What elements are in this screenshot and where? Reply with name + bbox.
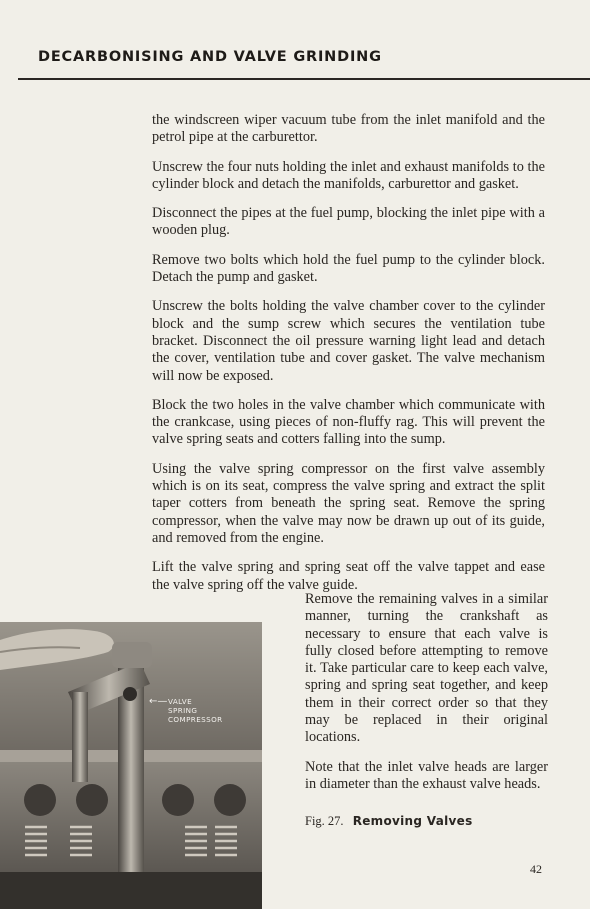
chapter-heading: DECARBONISING AND VALVE GRINDING	[38, 49, 382, 65]
paragraph: Lift the valve spring and spring seat off the valve tappet and ease the valve spring off the valve guide.	[152, 559, 545, 593]
main-text-column	[152, 112, 545, 606]
paragraph: Using the valve spring compressor on the first valve assembly which is on its seat, compress the valve spring and extract the split taper cotters from beneath the spring seat. Remove the spring compressor, when the valve may now be drawn up out of its guide, and removed from the engine.	[152, 460, 545, 546]
callout-line: SPRING	[168, 706, 198, 715]
side-text-column	[305, 591, 548, 805]
photo-callout	[168, 697, 223, 724]
paragraph: Note that the inlet valve heads are larger in diameter than the exhaust valve heads.	[305, 758, 548, 792]
figure-label: Fig. 27.	[305, 814, 344, 828]
paragraph: Disconnect the pipes at the fuel pump, blocking the inlet pipe with a wooden plug.	[152, 205, 545, 239]
figure-caption	[305, 814, 473, 829]
page-number: 42	[530, 862, 542, 876]
paragraph: Block the two holes in the valve chamber which communicate with the crankcase, using pieces of non-fluffy rag. This will prevent the valve spring seats and cotters falling into the sump.	[152, 396, 545, 448]
callout-arrow-icon: ←—	[149, 696, 168, 707]
figure-title: Removing Valves	[352, 814, 473, 828]
heading-rule	[18, 78, 590, 80]
paragraph: Unscrew the bolts holding the valve chamber cover to the cylinder block and the sump screw which secures the ventilation tube bracket. Disconnect the oil pressure warning light lead and detach the cover, ventilation tube and cover gasket. The valve mechanism will now be exposed.	[152, 298, 545, 384]
paragraph: Remove two bolts which hold the fuel pump to the cylinder block. Detach the pump and gasket.	[152, 251, 545, 286]
paragraph: Remove the remaining valves in a similar manner, turning the crankshaft as necessary to ensure that each valve is fully closed before attempting to remove it. Take particular care to keep each valve, spring and spring seat together, and keep them in their correct order so that they may be replaced in their original locations.	[305, 591, 548, 746]
engine-valve-photo	[0, 622, 262, 909]
callout-line: VALVE	[168, 697, 193, 706]
paragraph: Unscrew the four nuts holding the inlet and exhaust manifolds to the cylinder block and detach the manifolds, carburettor and gasket.	[152, 158, 545, 192]
paragraph: the windscreen wiper vacuum tube from the inlet manifold and the petrol pipe at the carburettor.	[152, 112, 545, 146]
callout-line: COMPRESSOR	[168, 715, 223, 724]
